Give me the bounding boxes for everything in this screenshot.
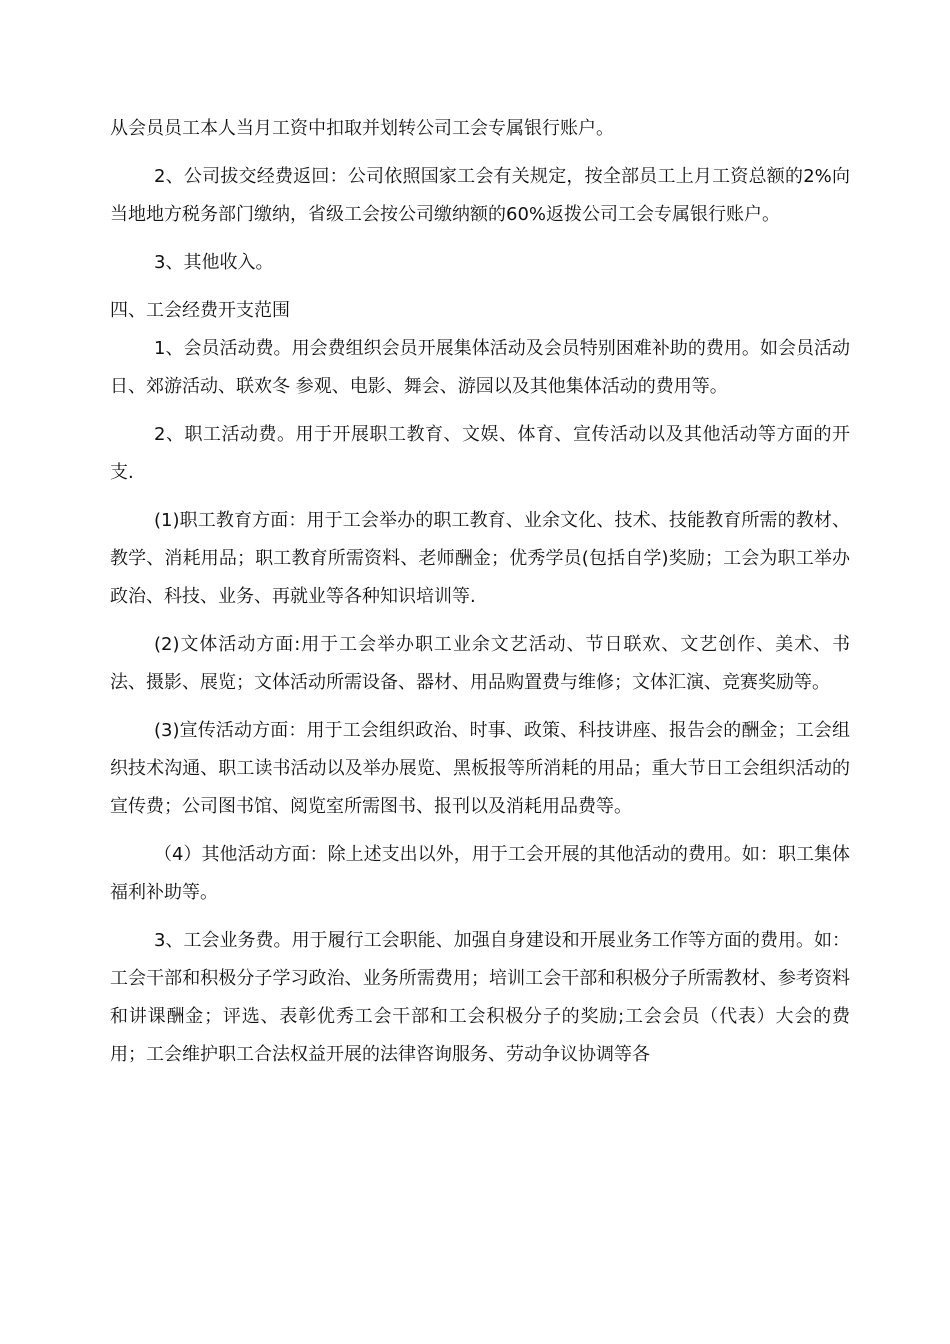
paragraph-union-business-fee: 3、工会业务费。用于履行工会职能、加强自身建设和开展业务工作等方面的费用。如：工会干部和积极分子学习政治、业务所需费用；培训工会干部和积极分子所需教材、参考资料和讲课酬金；评选、表彰优秀工会干部和工会积极分子的奖励;工会会员（代表）大会的费用；工会维护职工合法权益开展的法律咨询服务、劳动争议协调等各 <box>110 930 850 1065</box>
paragraph-staff-activity-fee: 2、职工活动费。用于开展职工教育、文娱、体育、宣传活动以及其他活动等方面的开支. <box>110 424 850 483</box>
paragraph-continued-deduction: 从会员员工本人当月工资中扣取并划转公司工会专属银行账户。 <box>110 118 614 139</box>
document-body <box>110 110 850 1074</box>
section-heading-expenditure-scope: 四、工会经费开支范围 <box>110 300 290 321</box>
paragraph-member-activity-fee: 1、会员活动费。用会费组织会员开展集体活动及会员特别困难补助的费用。如会员活动日、郊游活动、联欢冬 参观、电影、舞会、游园以及其他集体活动的费用等。 <box>110 338 850 397</box>
paragraph-funds-return: 2、公司拔交经费返回：公司依照国家工会有关规定，按全部员工上月工资总额的2%向当地地方税务部门缴纳，省级工会按公司缴纳额的60%返拨公司工会专属银行账户。 <box>110 166 850 225</box>
paragraph-staff-education: (1)职工教育方面：用于工会举办的职工教育、业余文化、技术、技能教育所需的教材、教学、消耗用品；职工教育所需资料、老师酬金；优秀学员(包括自学)奖励；工会为职工举办政治、科技、业务、再就业等各种知识培训等. <box>110 510 850 607</box>
paragraph-other-income: 3、其他收入。 <box>154 252 274 273</box>
paragraph-publicity: (3)宣传活动方面：用于工会组织政治、时事、政策、科技讲座、报告会的酬金；工会组织技术沟通、职工读书活动以及举办展览、黑板报等所消耗的用品；重大节日工会组织活动的宣传费；公司图书馆、阅览室所需图书、报刊以及消耗用品费等。 <box>110 720 850 817</box>
paragraph-other-activities: （4）其他活动方面：除上述支出以外，用于工会开展的其他活动的费用。如：职工集体福利补助等。 <box>110 844 850 903</box>
paragraph-culture-sports: (2)文体活动方面:用于工会举办职工业余文艺活动、节日联欢、文艺创作、美术、书法、摄影、展览；文体活动所需设备、器材、用品购置费与维修；文体汇演、竞赛奖励等。 <box>110 634 850 693</box>
